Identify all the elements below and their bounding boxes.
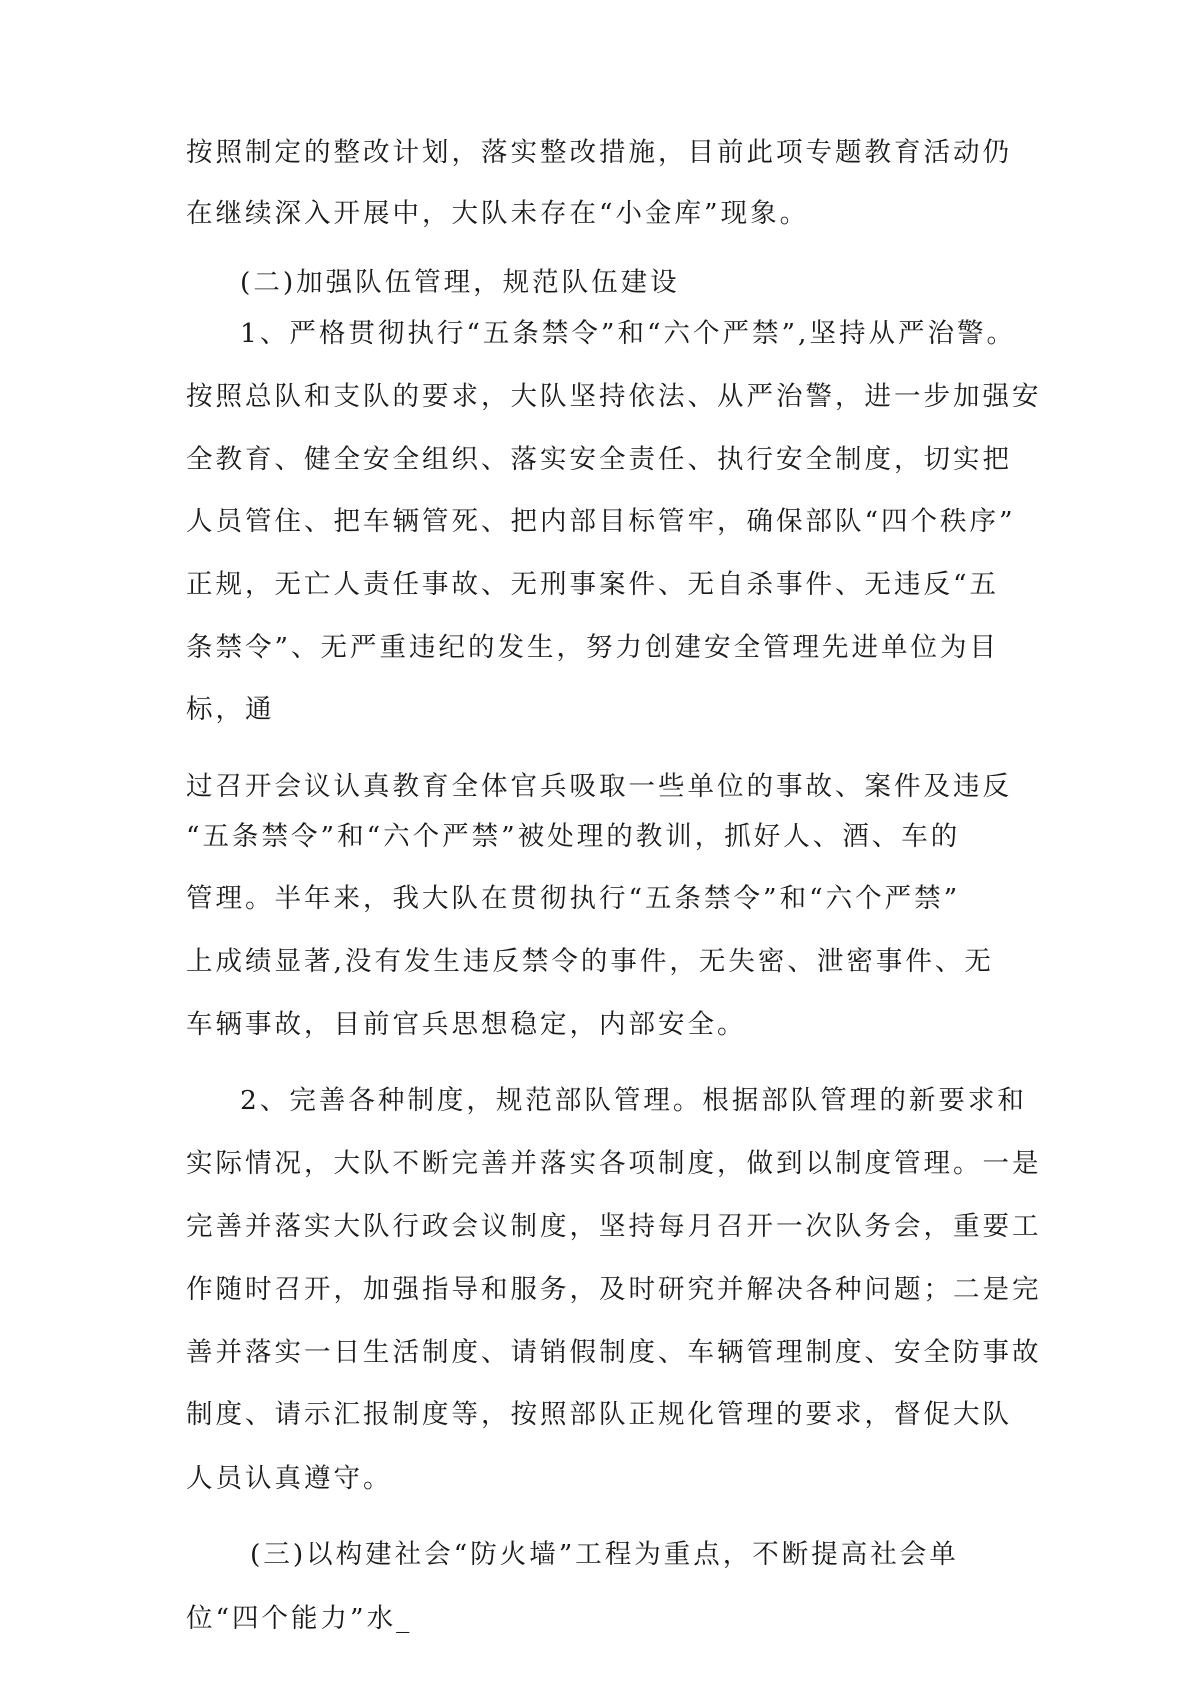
text-line: 实际情况，大队不断完善并落实各项制度，做到以制度管理。一是: [186, 1148, 1042, 1179]
text-line: 2、完善各种制度，规范部队管理。根据部队管理的新要求和: [240, 1085, 1027, 1116]
text-line: 完善并落实大队行政会议制度，坚持每月召开一次队务会，重要工: [186, 1211, 1042, 1242]
section-heading: (三)以构建社会“防火墙”工程为重点，不断提高社会单: [250, 1539, 959, 1570]
text-line: 全教育、健全安全组织、落实安全责任、执行安全制度，切实把: [186, 444, 1012, 475]
text-line: 管理。半年来，我大队在贯彻执行“五条禁令”和“六个严禁”: [186, 883, 961, 914]
text-line: 标，通: [186, 694, 275, 725]
text-line: 正规，无亡人责任事故、无刑事案件、无自杀事件、无违反“五: [186, 569, 1000, 600]
text-line: 车辆事故，目前官兵思想稳定，内部安全。: [186, 1009, 747, 1040]
text-line: “五条禁令”和“六个严禁”被处理的教训，抓好人、酒、车的: [186, 821, 961, 852]
text-line: 过召开会议认真教育全体官兵吸取一些单位的事故、案件及违反: [186, 771, 1012, 802]
text-line: 人员管住、把车辆管死、把内部目标管牢，确保部队“四个秩序”: [186, 506, 1016, 537]
text-line: 位“四个能力”水_: [186, 1603, 413, 1634]
text-line: 上成绩显著,没有发生违反禁令的事件，无失密、泄密事件、无: [186, 946, 994, 977]
text-line: 按照总队和支队的要求，大队坚持依法、从严治警，进一步加强安: [186, 381, 1042, 412]
section-heading: (二)加强队伍管理，规范队伍建设: [240, 267, 680, 298]
text-line: 制度、请示汇报制度等，按照部队正规化管理的要求，督促大队: [186, 1399, 1012, 1430]
text-line: 按照制定的整改计划，落实整改措施，目前此项专题教育活动仍: [186, 137, 1012, 168]
text-line: 在继续深入开展中，大队未存在“小金库”现象。: [186, 198, 810, 229]
text-line: 条禁令”、无严重违纪的发生，努力创建安全管理先进单位为目: [186, 632, 1000, 663]
text-line: 作随时召开，加强指导和服务，及时研究并解决各种问题；二是完: [186, 1274, 1042, 1305]
text-line: 善并落实一日生活制度、请销假制度、车辆管理制度、安全防事故: [186, 1337, 1042, 1368]
text-line: 人员认真遵守。: [186, 1463, 393, 1494]
text-line: 1、严格贯彻执行“五条禁令”和“六个严禁”,坚持从严治警。: [240, 318, 1016, 349]
